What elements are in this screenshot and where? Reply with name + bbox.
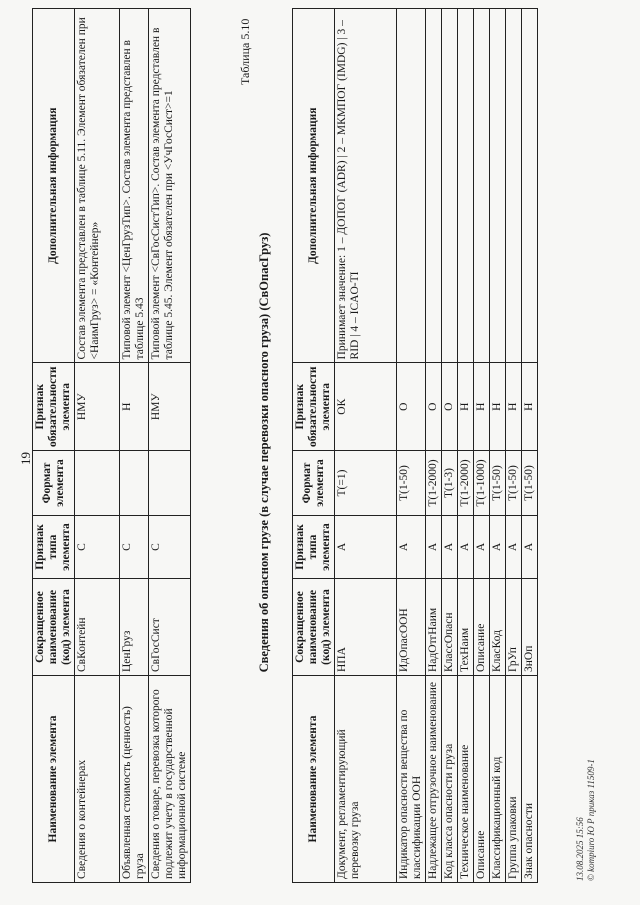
table-cell: Состав элемента представлен в таблице 5.11. Элемент обязателен при <НаимГруз> = «Контейнер» — [75, 9, 120, 363]
table-5-9-continuation — [32, 8, 191, 883]
stamp-datetime: 13.08.2025 15:56 — [575, 817, 585, 881]
table-cell: T(1-50) — [397, 451, 426, 516]
table-row — [426, 9, 442, 883]
table-cell: А — [397, 516, 426, 579]
table-cell: А — [335, 516, 397, 579]
table-5-10 — [292, 8, 538, 883]
table-cell — [426, 9, 442, 363]
table-cell: СвГосСист — [149, 579, 191, 676]
table-cell: Сведения о товаре, перевозка которого подлежит учету в государственной информационной системе — [149, 676, 191, 883]
table-row — [397, 9, 426, 883]
table-cell: О — [397, 363, 426, 451]
table-cell — [149, 451, 191, 516]
table-cell: Н — [474, 363, 490, 451]
table-cell — [490, 9, 506, 363]
table-row — [120, 9, 149, 883]
table-cell: Техническое наименование — [458, 676, 474, 883]
table-title: Сведения об опасном грузе (в случае перевозки опасного груза) (СвОпасГруз) — [257, 232, 271, 673]
table-cell — [506, 9, 522, 363]
table-cell: НМУ — [75, 363, 120, 451]
table-cell: ГрУп — [506, 579, 522, 676]
table-cell: О — [442, 363, 458, 451]
page-number: 19 — [18, 452, 33, 465]
table-cell: Описание — [474, 676, 490, 883]
table-cell: Объявленная стоимость (ценность) груза — [120, 676, 149, 883]
table2-header-cell: Наименование элемента — [293, 676, 335, 883]
table2-header-cell: Сокращенное наименование (код) элемента — [293, 579, 335, 676]
table1-header-cell: Признак типа элемента — [33, 516, 75, 579]
table-row — [458, 9, 474, 883]
table-cell: А — [522, 516, 538, 579]
table1-header-row — [33, 9, 75, 883]
table2-header-cell: Дополнительная информация — [293, 9, 335, 363]
table-cell — [522, 9, 538, 363]
print-stamp — [575, 759, 597, 881]
table-cell — [442, 9, 458, 363]
table-cell: Документ, регламентирующий перевозку груза — [335, 676, 397, 883]
table-cell: А — [458, 516, 474, 579]
table-row — [335, 9, 397, 883]
table-row — [474, 9, 490, 883]
table-cell: КласКод — [490, 579, 506, 676]
table-cell — [474, 9, 490, 363]
table-cell: Н — [506, 363, 522, 451]
table-cell: Н — [490, 363, 506, 451]
table-row — [490, 9, 506, 883]
table-cell: Типовой элемент <СвГосСистТип>. Состав элемента представлен в таблице 5.45. Элемент обязателен при <УчГосСист>=1 — [149, 9, 191, 363]
table-cell: Описание — [474, 579, 490, 676]
table-cell — [75, 451, 120, 516]
table1-header-cell: Дополнительная информация — [33, 9, 75, 363]
table2-header-row — [293, 9, 335, 883]
table-caption: Таблица 5.10 — [238, 18, 252, 85]
table-cell: T(1-50) — [506, 451, 522, 516]
table1-header-cell: Сокращенное наименование (код) элемента — [33, 579, 75, 676]
table-cell: НМУ — [149, 363, 191, 451]
table-cell: T(1-50) — [490, 451, 506, 516]
table-cell: T(=1) — [335, 451, 397, 516]
table-cell: T(1-2000) — [426, 451, 442, 516]
table-cell: Индикатор опасности вещества по классификации ООН — [397, 676, 426, 883]
table2-header-cell: Признак типа элемента — [293, 516, 335, 579]
table-cell: Классификационный код — [490, 676, 506, 883]
table1-header-cell: Признак обязательности элемента — [33, 363, 75, 451]
table-cell: Принимает значение: 1 – ДОПОГ (ADR) | 2 – МКМПОГ (IMDG) | 3 – RID | 4 – ICAO-TI — [335, 9, 397, 363]
table-row — [506, 9, 522, 883]
table-cell: А — [490, 516, 506, 579]
table-cell: T(1-1000) — [474, 451, 490, 516]
table-cell: ЦенГруз — [120, 579, 149, 676]
table-cell: T(1-50) — [522, 451, 538, 516]
table-cell — [120, 451, 149, 516]
table-cell: Группа упаковки — [506, 676, 522, 883]
table-row — [149, 9, 191, 883]
table-cell: С — [120, 516, 149, 579]
table-cell: СвКонтейн — [75, 579, 120, 676]
table-cell: Надлежащее отгрузочное наименование — [426, 676, 442, 883]
table-row — [75, 9, 120, 883]
table-cell: О — [426, 363, 442, 451]
table-cell: С — [75, 516, 120, 579]
table-cell: Н — [522, 363, 538, 451]
table-cell: НПА — [335, 579, 397, 676]
table-cell: Сведения о контейнерах — [75, 676, 120, 883]
table-row — [522, 9, 538, 883]
table-cell: T(1-3) — [442, 451, 458, 516]
table-cell: С — [149, 516, 191, 579]
table-cell: КлассОпасн — [442, 579, 458, 676]
table-cell: ТехНаим — [458, 579, 474, 676]
table-cell: А — [426, 516, 442, 579]
table1-header-cell: Наименование элемента — [33, 676, 75, 883]
table-row — [442, 9, 458, 883]
table1-header-cell: Формат элемента — [33, 451, 75, 516]
table-cell: Типовой элемент <ЦенГрузТип>. Состав элемента представлен в таблице 5.43 — [120, 9, 149, 363]
table2-header-cell: Признак обязательности элемента — [293, 363, 335, 451]
table-cell: Н — [120, 363, 149, 451]
table-cell: ИдОпасООН — [397, 579, 426, 676]
table-cell — [458, 9, 474, 363]
table-cell: А — [442, 516, 458, 579]
table-cell: ОК — [335, 363, 397, 451]
table-cell: ЗнОп — [522, 579, 538, 676]
table-cell: T(1-2000) — [458, 451, 474, 516]
table-cell — [397, 9, 426, 363]
table-cell: А — [506, 516, 522, 579]
stamp-source: © kompiuro Ю Р приказ 11509-1 — [586, 759, 596, 881]
table-cell: Н — [458, 363, 474, 451]
table-cell: Код класса опасности груза — [442, 676, 458, 883]
table-cell: Знак опасности — [522, 676, 538, 883]
table-cell: А — [474, 516, 490, 579]
table-cell: НадОтгНаим — [426, 579, 442, 676]
table2-header-cell: Формат элемента — [293, 451, 335, 516]
